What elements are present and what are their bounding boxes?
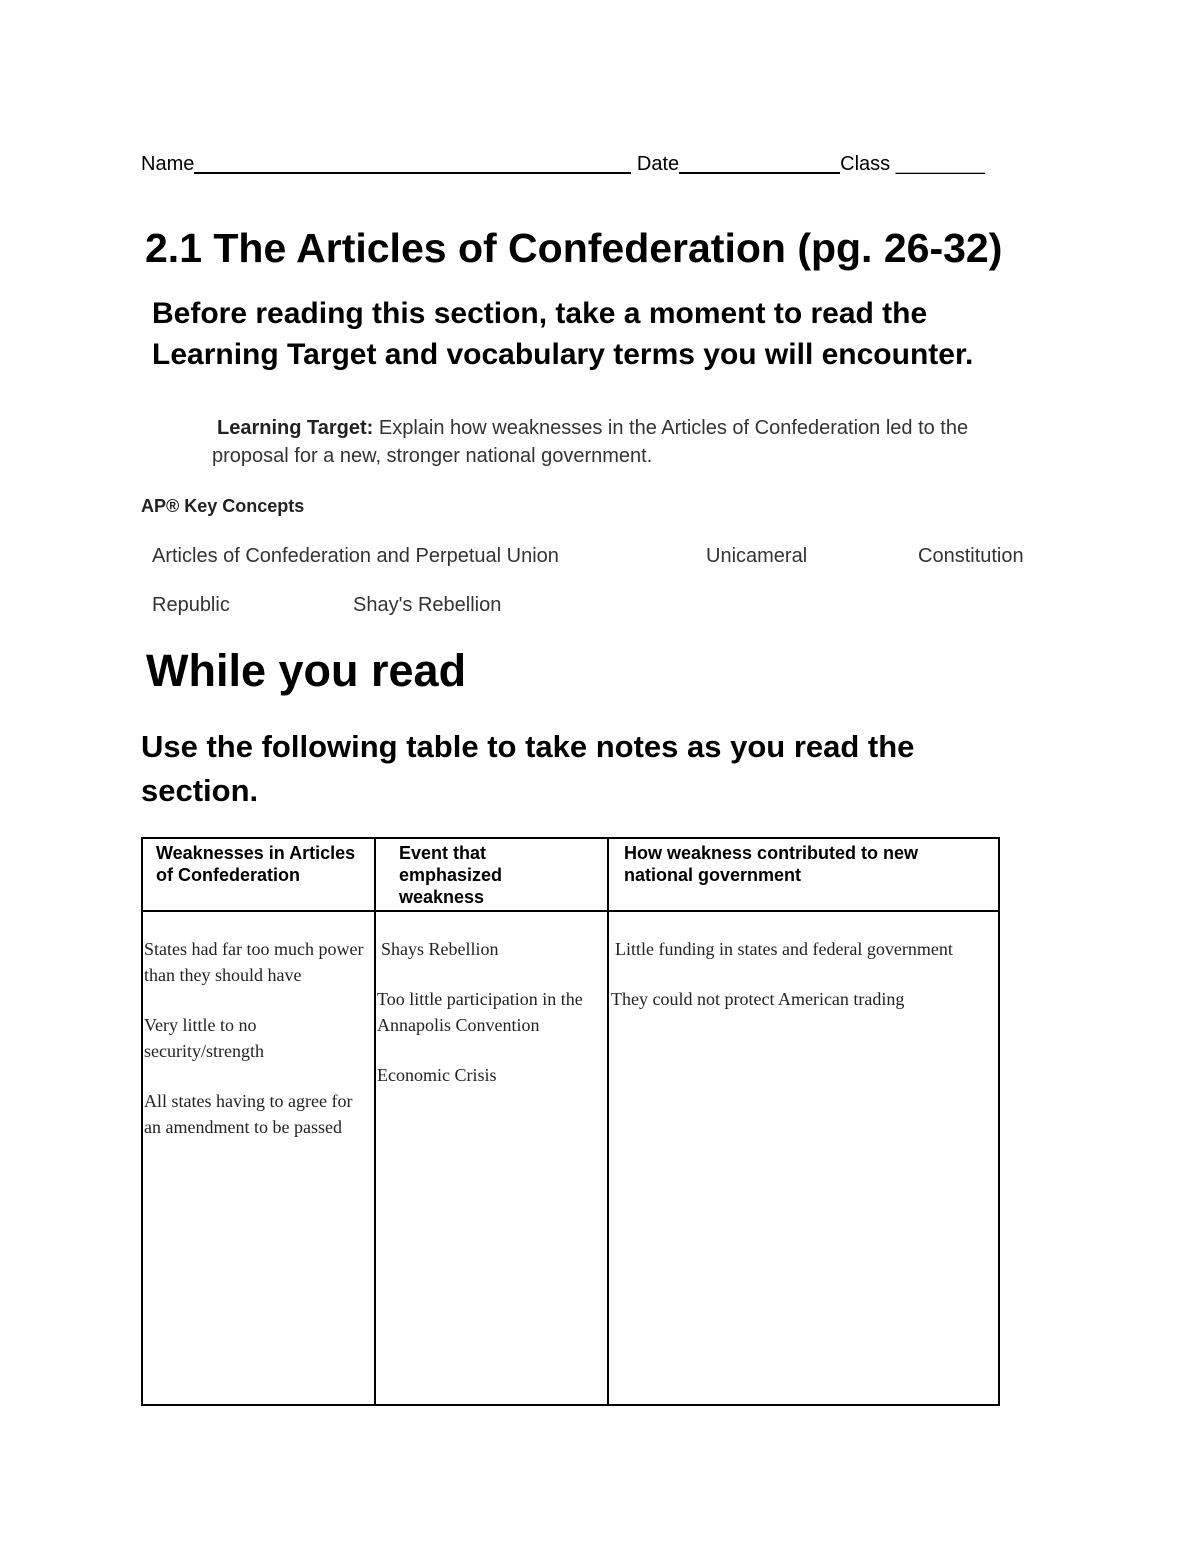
list-item: Shays Rebellion [381,939,499,959]
header-weaknesses: Weaknesses in Articles of Confederation [142,838,375,911]
events-cell[interactable] [375,911,608,1405]
learning-target [212,414,1042,470]
list-item: All states having to agree for an amendment to be passed [144,1091,353,1137]
date-label: Date [636,153,680,175]
list-item: Little funding in states and federal government [615,939,953,959]
class-label[interactable]: Class ________ [840,153,985,175]
while-you-read-heading: While you read [146,645,467,696]
key-term: Republic [152,594,230,616]
table-header-row [142,838,999,911]
intro-text: Before reading this section, take a moment to read the Learning Target and vocabulary terms you will encounter. [152,297,974,371]
date-blank[interactable] [679,154,840,174]
learning-target-text: Explain how weaknesses in the Articles of Confederation led to the proposal for a new, stronger national government. [212,417,969,467]
key-concepts-heading: AP® Key Concepts [141,496,305,516]
instructions-heading: Use the following table to take notes as you read the section. [141,729,915,808]
key-term: Constitution [918,545,1024,567]
student-info-line [141,152,985,176]
notes-table [141,837,1000,1406]
table-row [142,911,999,1405]
list-item: They could not protect American trading [611,989,905,1009]
learning-target-label: Learning Target: [217,417,374,439]
page-title: 2.1 The Articles of Confederation (pg. 26-32) [145,225,1003,271]
list-item: States had far too much power than they should have [144,939,364,985]
contributions-cell[interactable] [608,911,999,1405]
key-term: Shay's Rebellion [353,594,502,616]
list-item: Very little to no security/strength [144,1015,264,1061]
name-blank[interactable] [194,154,631,174]
key-term: Articles of Confederation and Perpetual Union [152,545,559,567]
header-contribution: How weakness contributed to new national government [608,838,999,911]
header-event: Event that emphasized weakness [375,838,608,911]
list-item: Too little participation in the Annapolis Convention [377,989,583,1035]
weaknesses-cell[interactable] [142,911,375,1405]
list-item: Economic Crisis [377,1065,497,1085]
key-term: Unicameral [706,545,808,567]
name-label: Name [141,153,195,175]
